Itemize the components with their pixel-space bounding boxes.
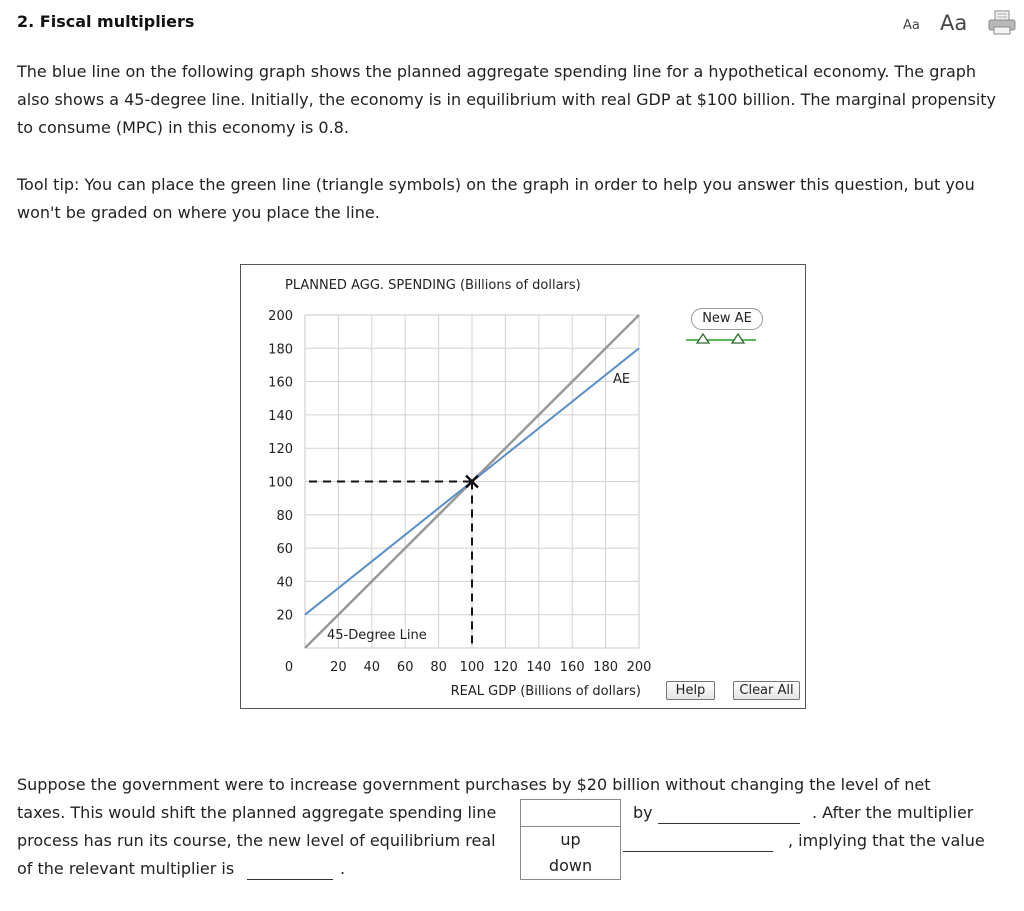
printer-icon[interactable] bbox=[987, 10, 1017, 36]
prompt-line-3b: , implying that the value bbox=[788, 831, 985, 850]
prompt-line-4b: . bbox=[340, 859, 346, 878]
degree-line-label: 45-Degree Line bbox=[327, 628, 427, 643]
x-tick-label: 40 bbox=[363, 660, 381, 675]
x-tick-label: 180 bbox=[593, 660, 619, 675]
tooltip-paragraph: Tool tip: You can place the green line (triangle symbols) on the graph in order to help you answer this question, but you won't be graded on where you place the line. bbox=[17, 175, 975, 222]
triangle-handle-icon bbox=[697, 334, 709, 343]
font-size-large-button[interactable]: Aa bbox=[940, 11, 968, 35]
help-button[interactable]: Help bbox=[666, 681, 715, 700]
triangle-handle-icon bbox=[732, 334, 744, 343]
x-tick-label: 200 bbox=[626, 660, 652, 675]
ae-line-label: AE bbox=[613, 372, 631, 387]
question-title: 2. Fiscal multipliers bbox=[17, 12, 195, 31]
prompt-line-4a: of the relevant multiplier is bbox=[17, 859, 235, 878]
prompt-line-2a: taxes. This would shift the planned aggregate spending line bbox=[17, 803, 497, 822]
prompt-line-2b: by bbox=[633, 803, 653, 822]
x-tick-label: 120 bbox=[492, 660, 518, 675]
y-tick-label: 20 bbox=[276, 608, 293, 624]
new-ae-tool[interactable] bbox=[686, 334, 756, 343]
x-tick-label: 100 bbox=[459, 660, 485, 675]
y-tick-label: 100 bbox=[268, 475, 293, 491]
dropdown-selected-value[interactable] bbox=[521, 800, 620, 827]
dropdown-option-down[interactable]: down bbox=[548, 856, 593, 875]
prompt-line-3a: process has run its course, the new level of equilibrium real bbox=[17, 831, 496, 850]
y-tick-label: 60 bbox=[276, 542, 293, 558]
clear-all-button[interactable]: Clear All bbox=[733, 681, 800, 700]
ae-chart bbox=[241, 265, 807, 710]
y-axis-label: PLANNED AGG. SPENDING (Billions of dollars) bbox=[285, 278, 581, 293]
font-size-small-button[interactable]: Aa bbox=[903, 18, 920, 33]
intro-paragraph: The blue line on the following graph shows the planned aggregate spending line for a hypothetical economy. The graph also shows a 45-degree line. Initially, the economy is in equilibrium with real GDP at $100 billion. The marginal propensity to consume (MPC) in this economy is 0.8. bbox=[17, 62, 997, 137]
prompt-line-1: Suppose the government were to increase government purchases by $20 billion without changing the level of net bbox=[17, 775, 931, 794]
x-tick-label: 60 bbox=[396, 660, 414, 675]
y-tick-label: 180 bbox=[268, 342, 293, 358]
y-tick-label: 40 bbox=[276, 575, 293, 591]
multiplier-input[interactable] bbox=[247, 857, 333, 880]
graph-panel bbox=[240, 264, 806, 709]
x-axis-label: REAL GDP (Billions of dollars) bbox=[450, 684, 641, 699]
x-tick-label: 80 bbox=[430, 660, 447, 675]
x-tick-label: 140 bbox=[526, 660, 552, 675]
shift-amount-input[interactable] bbox=[658, 801, 800, 824]
y-tick-label: 140 bbox=[268, 408, 293, 424]
y-tick-label: 80 bbox=[276, 508, 293, 524]
y-tick-label: 200 bbox=[268, 309, 293, 324]
new-gdp-input[interactable] bbox=[623, 829, 773, 852]
prompt-line-2c: . After the multiplier bbox=[812, 803, 974, 822]
y-tick-label: 160 bbox=[268, 375, 293, 391]
y-tick-label: 120 bbox=[268, 442, 293, 458]
x-tick-label: 20 bbox=[330, 660, 347, 675]
origin-label: 0 bbox=[284, 660, 294, 675]
x-tick-label: 160 bbox=[559, 660, 585, 675]
shift-direction-dropdown[interactable] bbox=[520, 799, 621, 880]
dropdown-option-up[interactable]: up bbox=[560, 830, 581, 849]
new-ae-button[interactable]: New AE bbox=[691, 308, 763, 330]
